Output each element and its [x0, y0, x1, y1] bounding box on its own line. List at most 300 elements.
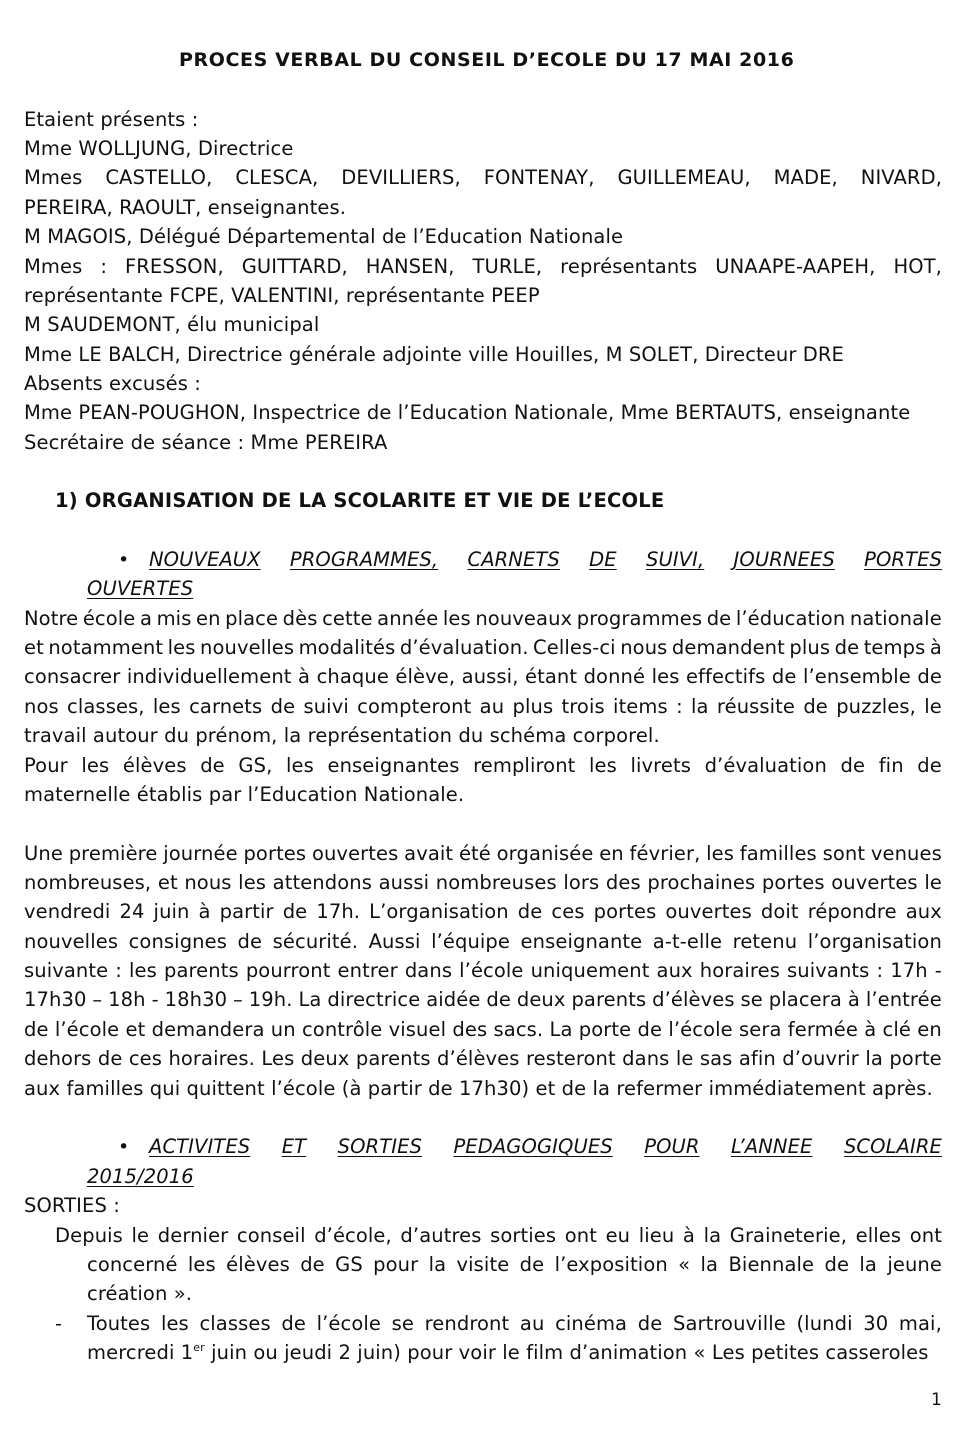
word: classes,: [67, 695, 145, 718]
word: ACTIVITES: [149, 1135, 251, 1158]
word: consacrer: [24, 665, 121, 688]
word: le: [924, 871, 942, 894]
word: a: [139, 607, 153, 630]
word: (lundi: [796, 1312, 853, 1335]
word: porte: [889, 1047, 942, 1070]
word: Mmes: [24, 166, 83, 189]
word: DEVILLIERS,: [341, 166, 461, 189]
word: février,: [629, 842, 701, 865]
paragraph-line: aux familles qui quittent l’école (à partir de 17h30) et de la refermer immédiatement après.: [24, 1077, 933, 1100]
absent-heading: Absents excusés :: [24, 372, 201, 395]
paragraph-line: [24, 1018, 942, 1042]
word: –: [92, 988, 103, 1011]
word: l’équipe: [431, 930, 511, 953]
word: de: [300, 1253, 325, 1276]
word: deux: [300, 1047, 350, 1070]
word: TURLE,: [472, 255, 543, 278]
word: FRESSON,: [124, 255, 224, 278]
word: d’évaluation: [704, 754, 827, 777]
word: porte: [578, 1018, 632, 1041]
paragraph-line: [24, 959, 942, 983]
word: nos: [24, 695, 59, 718]
word: nouvelles: [24, 930, 119, 953]
word: 24: [119, 900, 145, 923]
word: représentants: [560, 255, 698, 278]
word: doit: [760, 900, 799, 923]
word: Sartrouville: [672, 1312, 786, 1335]
list-item-text: juin ou jeudi 2 juin) pour voir le film d’animation « Les petites casseroles: [204, 1341, 929, 1364]
word: resteront: [525, 1047, 616, 1070]
sorties-heading: SORTIES :: [24, 1194, 120, 1217]
word: Toutes: [87, 1312, 151, 1335]
paragraph-line: [24, 607, 942, 631]
word: des: [452, 1018, 488, 1041]
parents-line-2: représentante FCPE, VALENTINI, représentante PEEP: [24, 284, 540, 307]
word: CLESCA,: [235, 166, 319, 189]
ddeen-line: M MAGOIS, Délégué Départemental de l’Education Nationale: [24, 225, 624, 248]
word: ont: [564, 1224, 597, 1247]
word: l’éducation: [735, 607, 846, 630]
word: 17h: [890, 959, 928, 982]
word: été: [458, 842, 491, 865]
word: concerné: [87, 1253, 178, 1276]
word: cinéma: [555, 1312, 628, 1335]
word: visite: [456, 1253, 510, 1276]
word: modalités: [298, 636, 396, 659]
word: -: [934, 959, 942, 982]
paragraph-line: [24, 695, 942, 719]
word: avait: [404, 842, 454, 865]
ville-line: Mme LE BALCH, Directrice générale adjointe ville Houilles, M SOLET, Directeur DRE: [24, 343, 844, 366]
word: en: [599, 842, 624, 865]
word: d’évaluation.: [399, 636, 529, 659]
word: prochaines: [647, 871, 756, 894]
word: plus: [512, 695, 554, 718]
word: compteront: [357, 695, 472, 718]
word: de: [834, 636, 860, 659]
word: d’ouvrir: [782, 1047, 859, 1070]
word: clé: [882, 1018, 911, 1041]
word: aux: [905, 900, 942, 923]
word: d’élèves: [652, 988, 735, 1011]
paragraph-line: [24, 1047, 942, 1071]
word: de: [706, 607, 732, 630]
paragraph-line: [24, 871, 942, 895]
word: le: [675, 1047, 694, 1070]
word: a-t-elle: [652, 930, 723, 953]
word: ces: [551, 900, 585, 923]
list-item-line: création ».: [87, 1282, 193, 1305]
word: entrer: [337, 959, 398, 982]
word: aussi,: [461, 665, 519, 688]
word: le: [131, 1224, 150, 1247]
word: visuel: [388, 1018, 447, 1041]
word: individuellement: [126, 665, 292, 688]
word: plus: [789, 636, 831, 659]
word: nationale: [849, 607, 942, 630]
word: lieu: [638, 1224, 675, 1247]
subheading-activites-2: 2015/2016: [87, 1165, 194, 1188]
word: de: [824, 1253, 850, 1276]
word: en: [196, 607, 221, 630]
word: au: [479, 695, 505, 718]
word: place: [225, 607, 279, 630]
word: aux: [656, 959, 693, 982]
word: l’organisation: [807, 930, 942, 953]
word: à: [298, 665, 311, 688]
word: la: [700, 1253, 719, 1276]
word: rendront: [424, 1312, 510, 1335]
word: DE: [589, 548, 617, 571]
word: placera: [768, 988, 842, 1011]
word: la: [865, 1047, 883, 1070]
word: Depuis: [55, 1224, 123, 1247]
word: 17h30: [24, 988, 87, 1011]
word: trois: [561, 695, 605, 718]
word: de: [840, 754, 866, 777]
word: de: [97, 1047, 123, 1070]
word: les: [238, 871, 267, 894]
word: de: [24, 1018, 49, 1041]
word: «: [678, 1253, 691, 1276]
section-1-title: 1) ORGANISATION DE LA SCOLARITE ET VIE DE L’ECOLE: [55, 489, 665, 512]
word: suivants: [787, 959, 870, 982]
word: les: [167, 636, 196, 659]
word: se: [391, 1312, 414, 1335]
word: nous: [620, 636, 668, 659]
word: SCOLAIRE: [843, 1135, 942, 1158]
word: uniquement: [530, 959, 650, 982]
word: PEDAGOGIQUES: [453, 1135, 613, 1158]
word: nous: [184, 871, 232, 894]
bullet-icon: •: [118, 1136, 130, 1158]
paragraph-line: [24, 636, 942, 660]
word: portes: [761, 871, 825, 894]
word: les: [706, 842, 735, 865]
word: nombreuses,: [24, 871, 152, 894]
paragraph-line: travail autour du prénom, la représentation du schéma corporel.: [24, 724, 660, 747]
word: les: [152, 695, 181, 718]
word: et: [24, 636, 44, 659]
word: deux: [516, 988, 566, 1011]
word: :: [876, 959, 884, 982]
word: l’exposition: [554, 1253, 668, 1276]
word: CASTELLO,: [105, 166, 213, 189]
word: JOURNEES: [733, 548, 835, 571]
bullet-icon: •: [118, 549, 130, 571]
word: répondre: [807, 900, 897, 923]
word: première: [68, 842, 158, 865]
word: sorties: [490, 1224, 557, 1247]
list-dash: -: [55, 1313, 62, 1335]
word: enseignante: [520, 930, 643, 953]
word: l’école: [316, 1312, 381, 1335]
word: au: [519, 1312, 545, 1335]
word: fermée: [787, 1018, 858, 1041]
page-number: 1: [931, 1390, 942, 1410]
word: dehors: [24, 1047, 92, 1070]
word: dans: [622, 1047, 670, 1070]
word: items: [613, 695, 668, 718]
word: année: [377, 607, 439, 630]
word: partir: [219, 900, 274, 923]
word: retenu: [732, 930, 798, 953]
word: L’organisation: [369, 900, 509, 923]
word: PORTES: [864, 548, 942, 571]
word: :: [100, 255, 108, 278]
word: elles: [855, 1224, 902, 1247]
word: programmes: [576, 607, 703, 630]
word: GS: [335, 1253, 363, 1276]
word: cette: [322, 607, 373, 630]
word: familles: [739, 842, 817, 865]
word: nouvelles: [200, 636, 295, 659]
word: NOUVEAUX: [149, 548, 261, 571]
word: sera: [739, 1018, 782, 1041]
word: Mmes: [24, 255, 83, 278]
word: Les: [261, 1047, 295, 1070]
word: dans: [404, 959, 453, 982]
word: ET: [281, 1135, 307, 1158]
word: fin: [878, 754, 904, 777]
word: HANSEN,: [365, 255, 455, 278]
word: suivi: [303, 695, 349, 718]
word: à: [682, 1224, 695, 1247]
word: -: [151, 988, 159, 1011]
word: 17h.: [316, 900, 361, 923]
enseignantes-line: [24, 166, 942, 190]
word: nombreuses: [435, 871, 557, 894]
word: aussi: [378, 871, 430, 894]
word: pour: [373, 1253, 419, 1276]
word: lors: [563, 871, 600, 894]
word: temps: [863, 636, 926, 659]
word: les: [160, 1312, 189, 1335]
word: L’ANNEE: [731, 1135, 813, 1158]
word: de: [200, 754, 225, 777]
word: GS,: [238, 754, 273, 777]
word: les: [187, 1253, 216, 1276]
word: Notre: [24, 607, 79, 630]
word: sont: [822, 842, 866, 865]
word: :: [115, 959, 122, 982]
word: puzzles,: [836, 695, 916, 718]
word: parents: [571, 988, 647, 1011]
word: GUITTARD,: [241, 255, 348, 278]
word: nouveaux: [475, 607, 573, 630]
word: mis: [156, 607, 192, 630]
list-item-text: mercredi 1: [87, 1341, 194, 1364]
secretaire-line: Secrétaire de séance : Mme PEREIRA: [24, 431, 388, 454]
word: portes: [593, 900, 657, 923]
directrice-line: Mme WOLLJUNG, Directrice: [24, 137, 294, 160]
word: conseil: [236, 1224, 306, 1247]
word: ouvertes: [831, 871, 918, 894]
word: et: [125, 1018, 146, 1041]
word: parents: [355, 1047, 431, 1070]
word: HOT,: [893, 255, 942, 278]
paragraph-line: [24, 988, 942, 1012]
word: l’école: [54, 1018, 120, 1041]
subheading-programmes-2: OUVERTES: [87, 577, 194, 600]
word: ouvertes: [311, 842, 399, 865]
word: à: [198, 900, 211, 923]
word: ces: [128, 1047, 163, 1070]
word: afin: [738, 1047, 776, 1070]
word: élèves: [122, 754, 187, 777]
paragraph-line: [24, 665, 942, 689]
elu-line: M SAUDEMONT, élu municipal: [24, 313, 320, 336]
word: sas: [699, 1047, 733, 1070]
word: la: [428, 1253, 447, 1276]
word: les: [286, 754, 314, 777]
word: le: [924, 695, 942, 718]
parents-line: [24, 255, 942, 279]
word: MADE,: [773, 166, 838, 189]
word: demandent: [671, 636, 785, 659]
word: pourront: [245, 959, 331, 982]
word: La: [298, 988, 322, 1011]
word: PROGRAMMES,: [289, 548, 439, 571]
word: Pour: [24, 754, 68, 777]
paragraph-line: [24, 900, 942, 924]
word: eu: [605, 1224, 631, 1247]
word: Celles-ci: [533, 636, 616, 659]
word: CARNETS: [467, 548, 560, 571]
word: demandera: [151, 1018, 265, 1041]
word: de: [486, 988, 511, 1011]
word: SORTIES: [337, 1135, 422, 1158]
word: Graineterie,: [729, 1224, 848, 1247]
document-title: PROCES VERBAL DU CONSEIL D’ECOLE DU 17 MAI 2016: [179, 49, 795, 71]
word: horaires: [699, 959, 780, 982]
word: rempliront: [473, 754, 576, 777]
word: suivante: [24, 959, 109, 982]
word: Aussi: [368, 930, 421, 953]
word: les: [81, 754, 110, 777]
word: des: [605, 871, 641, 894]
word: la: [691, 695, 709, 718]
word: de: [519, 1253, 545, 1276]
ordinal-superscript: er: [193, 1341, 205, 1354]
subheading-activites: [149, 1135, 942, 1159]
word: –: [233, 988, 243, 1011]
word: l’école: [668, 1018, 733, 1041]
word: les: [129, 959, 157, 982]
word: 18h30: [164, 988, 228, 1011]
word: ouvertes: [665, 900, 752, 923]
word: 18h: [108, 988, 146, 1011]
word: les: [589, 754, 617, 777]
word: à: [929, 636, 942, 659]
word: vendredi: [24, 900, 111, 923]
word: de: [281, 1312, 306, 1335]
word: La: [549, 1018, 573, 1041]
word: à: [847, 988, 860, 1011]
word: :: [676, 695, 683, 718]
word: et: [157, 871, 178, 894]
word: 30: [863, 1312, 889, 1335]
word: consignes: [128, 930, 227, 953]
paragraph-line: maternelle établis par l’Education Nationale.: [24, 783, 465, 806]
word: à: [864, 1018, 877, 1041]
word: Une: [24, 842, 63, 865]
word: se: [740, 988, 763, 1011]
word: chaque: [316, 665, 389, 688]
list-item-line: [87, 1312, 942, 1336]
word: de: [237, 930, 263, 953]
word: carnets: [189, 695, 263, 718]
word: jeune: [887, 1253, 942, 1276]
word: donné: [583, 665, 646, 688]
word: dernier: [157, 1224, 229, 1247]
subheading-programmes: [149, 548, 942, 572]
word: POUR: [644, 1135, 700, 1158]
paragraph-line: [24, 842, 942, 866]
word: attendons: [272, 871, 372, 894]
word: de: [282, 900, 308, 923]
word: de: [637, 1018, 663, 1041]
word: de: [917, 665, 942, 688]
word: de: [517, 900, 543, 923]
word: les: [442, 607, 471, 630]
word: juin: [153, 900, 190, 923]
word: portes: [243, 842, 307, 865]
word: organisée: [496, 842, 594, 865]
word: d’autres: [400, 1224, 482, 1247]
word: de: [637, 1312, 663, 1335]
word: venues: [870, 842, 942, 865]
word: l’entrée: [865, 988, 942, 1011]
word: école: [82, 607, 136, 630]
word: d’élèves: [437, 1047, 520, 1070]
word: horaires.: [168, 1047, 255, 1070]
word: effectifs: [685, 665, 766, 688]
word: enseignantes: [327, 754, 460, 777]
word: l’école: [459, 959, 524, 982]
word: étant: [524, 665, 578, 688]
word: dès: [282, 607, 318, 630]
paragraph-line: [24, 754, 942, 778]
word: sécurité.: [272, 930, 359, 953]
list-item-line: [55, 1224, 942, 1248]
word: la: [859, 1253, 877, 1276]
word: FONTENAY,: [483, 166, 595, 189]
word: classes: [199, 1312, 271, 1335]
word: GUILLEMEAU,: [617, 166, 751, 189]
list-item-line: [87, 1341, 928, 1365]
word: livrets: [630, 754, 691, 777]
word: Biennale: [728, 1253, 815, 1276]
word: parents: [163, 959, 239, 982]
word: aidée: [426, 988, 481, 1011]
word: NIVARD,: [860, 166, 942, 189]
word: ont: [909, 1224, 942, 1247]
word: mai,: [898, 1312, 942, 1335]
word: un: [270, 1018, 296, 1041]
word: 19h.: [248, 988, 293, 1011]
word: élèves: [226, 1253, 290, 1276]
word: de: [917, 754, 942, 777]
word: de: [771, 665, 797, 688]
word: sacs.: [493, 1018, 544, 1041]
word: la: [703, 1224, 722, 1247]
word: d’école,: [314, 1224, 392, 1247]
word: en: [917, 1018, 942, 1041]
list-item-line: [87, 1253, 942, 1277]
word: SUIVI,: [645, 548, 705, 571]
word: contrôle: [301, 1018, 383, 1041]
